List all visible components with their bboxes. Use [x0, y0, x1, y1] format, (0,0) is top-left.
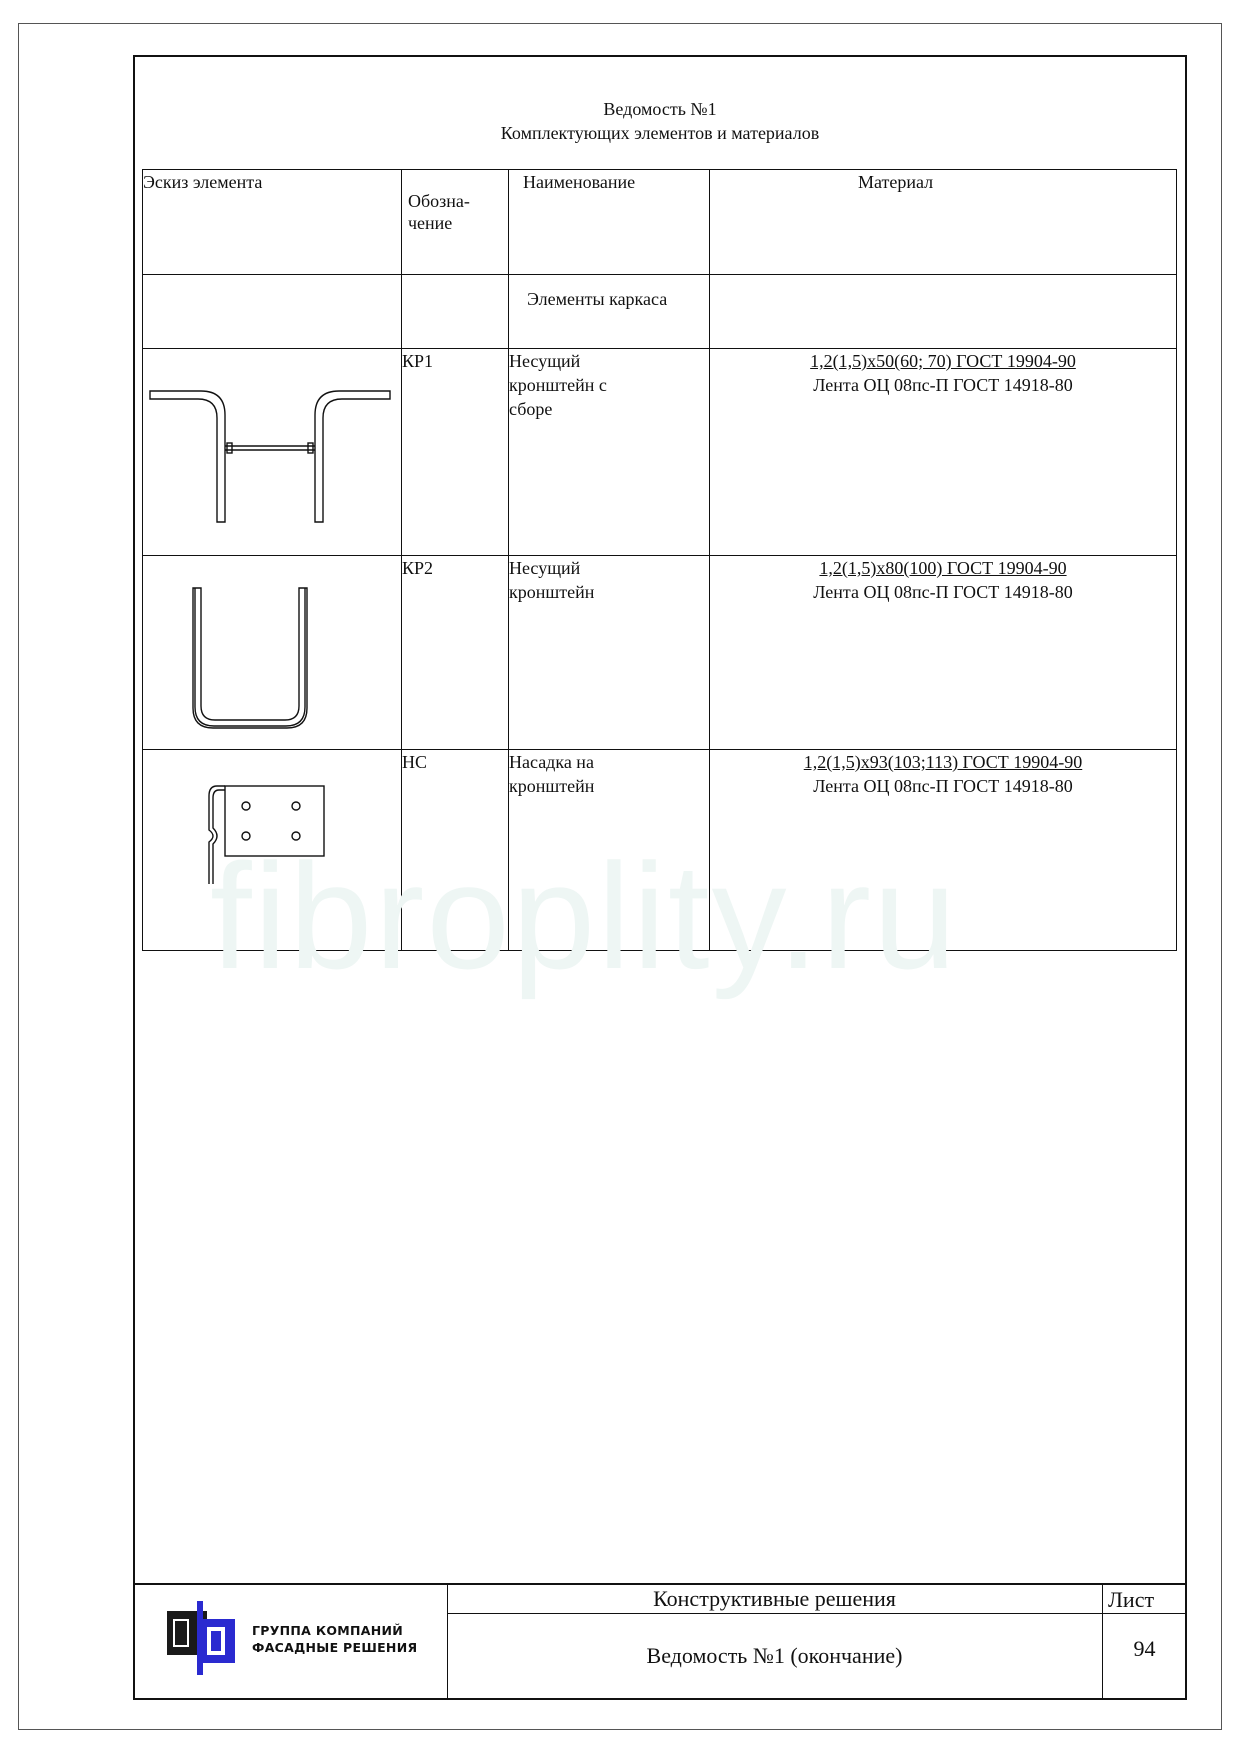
table-row — [143, 750, 1177, 951]
drawing-frame — [133, 55, 1187, 1700]
material-line-1: 1,2(1,5)х93(103;113) ГОСТ 19904-90 — [803, 752, 1083, 772]
row-code: КР2 — [402, 556, 509, 750]
row-material — [710, 556, 1177, 750]
sheet-number: 94 — [1133, 1636, 1156, 1661]
header-sketch: Эскиз элемента — [143, 170, 402, 275]
table-row — [143, 556, 1177, 750]
material-line-2: Лента ОЦ 08пс-П ГОСТ 14918-80 — [813, 582, 1073, 602]
sheet-block — [1102, 1585, 1187, 1698]
material-line-1: 1,2(1,5)х80(100) ГОСТ 19904-90 — [819, 558, 1067, 578]
material-line-2: Лента ОЦ 08пс-П ГОСТ 14918-80 — [813, 776, 1073, 796]
page-title — [135, 97, 1185, 145]
sketch-cell — [143, 556, 402, 750]
document-title: Ведомость №1 (окончание) — [646, 1643, 903, 1668]
bracket-tip-icon — [143, 750, 402, 950]
sheet-label: Лист — [1102, 1585, 1187, 1614]
material-line-1: 1,2(1,5)х50(60; 70) ГОСТ 19904-90 — [810, 351, 1076, 371]
row-name: Несущий кронштейн — [509, 556, 710, 750]
title-block-center — [447, 1585, 1103, 1698]
group-label: Элементы каркаса — [509, 275, 710, 349]
title-line-2: Комплектующих элементов и материалов — [500, 123, 820, 143]
company-line-1: ГРУППА КОМПАНИЙ — [252, 1623, 404, 1638]
watermark: fibroplity.ru — [210, 832, 959, 1000]
row-name: Несущий кронштейн с сборе — [509, 349, 710, 556]
sketch-cell — [143, 349, 402, 556]
table-row — [143, 349, 1177, 556]
title-block — [135, 1583, 1185, 1698]
company-logo-icon — [135, 1585, 245, 1698]
section-name: Конструктивные решения — [447, 1585, 1102, 1614]
title-line-1: Ведомость №1 — [603, 99, 717, 119]
table-header-row — [143, 170, 1177, 275]
row-name: Насадка на кронштейн — [509, 750, 710, 951]
u-bracket-icon — [143, 556, 402, 749]
row-material — [710, 750, 1177, 951]
company-name — [252, 1622, 417, 1656]
company-line-2: ФАСАДНЫЕ РЕШЕНИЯ — [252, 1640, 418, 1655]
row-material — [710, 349, 1177, 556]
group-row — [143, 275, 1177, 349]
sketch-cell — [143, 750, 402, 951]
header-material: Материал — [710, 170, 1177, 275]
row-code: НС — [402, 750, 509, 951]
header-name: Наименование — [509, 170, 710, 275]
components-table — [142, 169, 1177, 951]
material-line-2: Лента ОЦ 08пс-П ГОСТ 14918-80 — [813, 375, 1073, 395]
header-code: Обозна- чение — [402, 170, 509, 275]
company-logo-block — [135, 1585, 448, 1698]
bracket-assembly-icon — [143, 349, 402, 555]
row-code: КР1 — [402, 349, 509, 556]
